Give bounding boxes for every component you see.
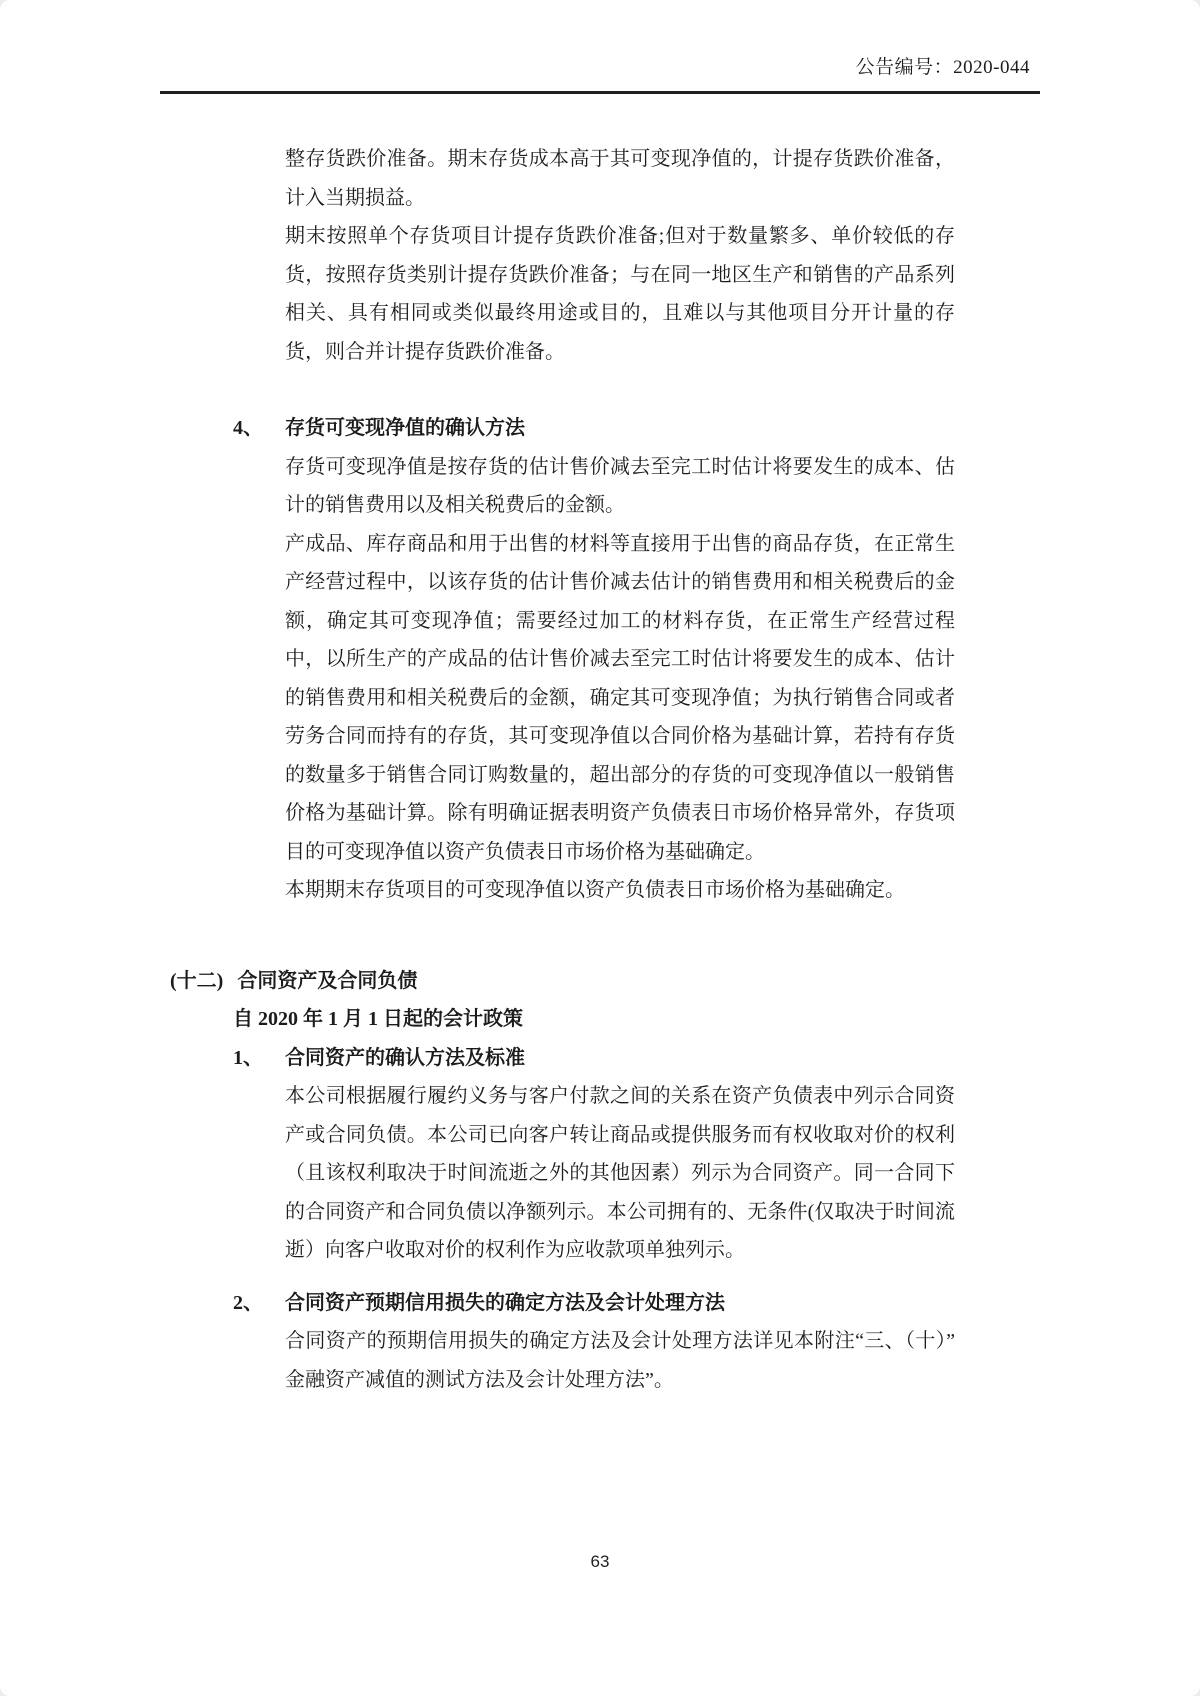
- paragraph-nrv-details: 产成品、库存商品和用于出售的材料等直接用于出售的商品存货，在正常生产经营过程中，以该存货的估计售价减去估计的销售费用和相关税费后的金额，确定其可变现净值；需要经过加工的材料存货，在正常生产经营过程中，以所生产的产成品的估计售价减去至完工时估计将要发生的成本、估计的销售费用和相关税费后的金额，确定其可变现净值；为执行销售合同或者劳务合同而持有的存货，其可变现净值以合同价格为基础计算，若持有存货的数量多于销售合同订购数量的，超出部分的存货的可变现净值以一般销售价格为基础计算。除有明确证据表明资产负债表日市场价格异常外，存货项目的可变现净值以资产负债表日市场价格为基础确定。: [285, 532, 955, 863]
- section-title: 合同资产及合同负债: [237, 969, 418, 992]
- paragraph-nrv-definition: 存货可变现净值是按存货的估计售价减去至完工时估计将要发生的成本、估计的销售费用以及相关税费后的金额。: [285, 455, 955, 516]
- heading-accounting-policy-2020: [233, 1000, 1040, 1039]
- heading-number: 1、: [233, 1046, 263, 1069]
- heading-section-12-contract-assets: [170, 962, 1040, 1001]
- paragraph-provision-by-item: 期末按照单个存货项目计提存货跌价准备;但对于数量繁多、单价较低的存货，按照存货类别计提存货跌价准备；与在同一地区生产和销售的产品系列相关、具有相同或类似最终用途或目的，且难以与其他项目分开计量的存货，则合并计提存货跌价准备。: [285, 225, 955, 363]
- announcement-number: 公告编号：2020-044: [855, 57, 1030, 78]
- paragraph-nrv-period-end: 本期期末存货项目的可变现净值以资产负债表日市场价格为基础确定。: [285, 879, 905, 901]
- heading-4-nrv-method: [233, 409, 1040, 448]
- heading-title: 存货可变现净值的确认方法: [285, 417, 525, 439]
- paragraph-inventory-provision-continued: 整存货跌价准备。期末存货成本高于其可变现净值的，计提存货跌价准备，计入当期损益。: [285, 148, 955, 209]
- paragraph-contract-asset-presentation: 本公司根据履行履约义务与客户付款之间的关系在资产负债表中列示合同资产或合同负债。本公司已向客户转让商品或提供服务而有权收取对价的权利（且该权利取决于时间流逝之外的其他因素）列示为合同资产。同一合同下的合同资产和合同负债以净额列示。本公司拥有的、无条件(仅取决于时间流逝）向客户收取对价的权利作为应收款项单独列示。: [285, 1085, 955, 1261]
- heading-number: 4、: [233, 417, 263, 439]
- document-body: [160, 140, 1040, 1399]
- section-number: (十二): [170, 969, 224, 992]
- page-number-value: 63: [590, 1552, 610, 1571]
- heading-number: 2、: [233, 1291, 263, 1314]
- heading-1-contract-asset-recognition: [233, 1039, 1040, 1078]
- paragraph-ecl-reference: 合同资产的预期信用损失的确定方法及会计处理方法详见本附注“三、（十）”金融资产减值的测试方法及会计处理方法”。: [285, 1330, 955, 1391]
- subheading-title: 自 2020 年 1 月 1 日起的会计政策: [233, 1008, 523, 1030]
- heading-title: 合同资产的确认方法及标准: [285, 1046, 525, 1069]
- page-number: [0, 1552, 1200, 1572]
- heading-title: 合同资产预期信用损失的确定方法及会计处理方法: [285, 1291, 725, 1314]
- document-header: [160, 52, 1040, 94]
- heading-2-expected-credit-loss: [233, 1284, 1040, 1323]
